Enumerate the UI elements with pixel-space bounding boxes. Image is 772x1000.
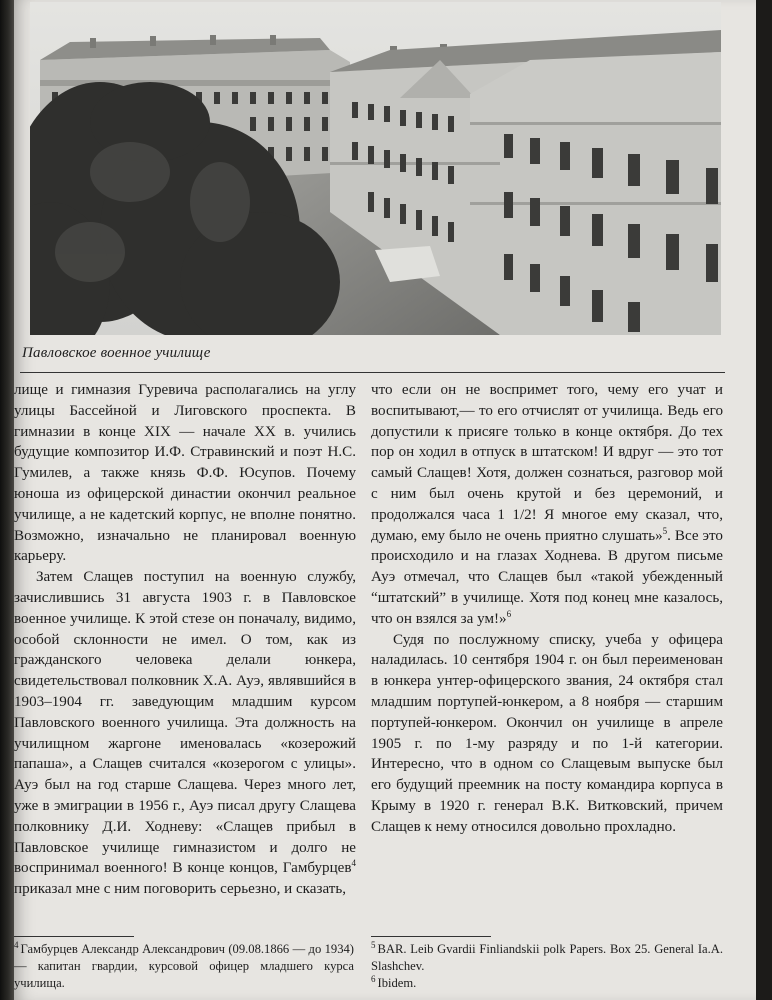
book-spine-edge [0,0,14,1000]
footnote-text: BAR. Leib Gvardii Finliandskii polk Papers. Box 25. General Ia.A. Slashchev. [371,942,723,973]
footnote-ref[interactable]: 4 [351,858,356,869]
footnote [371,975,723,992]
paragraph-text: что если он не воспримет того, чему его учат и воспитывают,— то его отчислят от училища. Ведь его допустили к присяге только в конце октября. До тех пор он ходил в отпуск в штатском! И вдруг — это тот самый Слащев! Хотя, должен сознаться, разговор мой с ним был очень крутой и без церемоний, и продолжался часа 1 1/2! Я многое ему сказал, что, думаю, ему было не очень приятно слушать» [371,382,723,544]
footnote [371,941,723,975]
paragraph [14,567,356,900]
book-page [14,0,756,1000]
paragraph-text: лище и гимназия Гуревича располагались на углу улицы Бассейной и Лиговского проспекта. В гимназии в конце XIX — начале XX в. учились будущие композитор И.Ф. Стравинский и поэт Н.С. Гумилев, а также князь Ф.Ф. Юсупов. Почему юноша из офицерской династии окончил реальное училище, а не кадетский корпус, не вполне понятно. Возможно, изначально не планировал военную карьеру. [14,382,356,565]
footnote-rule [14,936,134,937]
footnote-text: Ibidem. [377,976,417,990]
paragraph-text-tail: приказал мне с ним поговорить серьезно, и сказать, [14,881,347,898]
paragraph-text: Затем Слащев поступил на военную службу, зачислившись 31 августа 1903 г. в Павловское военное училище. К этой стезе он поначалу, видимо, особой склонности не имел. О том, как из гражданского человека делали юнкера, свидетельствовал полковник Х.А. Ауэ, являвшийся в 1903–1904 гг. заведующим младшим курсом Павловского военного училища. Эта должность на училищном жаргоне именовалась «козерожий папаша», а Слащев считался «козерогом с улицы». Ауэ был на год старше Слащева. Через много лет, уже в эмиграции в 1956 г., Ауэ писал другу Слащева полковнику Д.И. Ходневу: «Слащев прибыл в Павловское училище гимназистом и долго не воспринимал военного! В конце концов, Гамбурцев [14,569,356,877]
footnotes-left [14,941,354,992]
footnotes-right [371,941,723,992]
footnote-number: 5 [371,939,376,950]
footnote [14,941,354,992]
caption-rule [20,372,725,373]
photo-caption: Павловское военное училище [22,345,211,361]
footnote-number: 6 [371,973,376,984]
paragraph [14,380,356,567]
footnote-number: 4 [14,939,19,950]
school-building-photo [30,2,721,335]
right-column [371,380,723,838]
paragraph [371,380,723,630]
photo-illustration [30,2,721,335]
footnote-rule [371,936,491,937]
paragraph [371,630,723,838]
footnote-ref[interactable]: 5 [662,525,668,536]
paragraph-text: Судя по послужному списку, учеба у офицера наладилась. 10 сентября 1904 г. он был переименован в юнкера унтер-офицерского звания, 24 октября стал младшим портупей-юнкером, а 8 ноября — старшим портупей-юнкером. Окончил он училище в апреле 1905 г. по 1-му разряду и по 1-й категории. Интересно, что в одном со Слащевым выпуске был его будущий преемник на посту командира корпуса в Крыму в 1920 г. генерал В.К. Витковский, причем Слащев к нему относился довольно прохладно. [371,631,723,835]
footnote-text: Гамбурцев Александр Александрович (09.08.1866 — до 1934) — капитан гвардии, курсовой офицер младшего курса училища. [14,942,354,990]
left-column [14,380,356,900]
footnote-ref[interactable]: 6 [506,608,512,619]
paragraph-text-tail: . Все это происходило и на глазах Ходнева. В другом письме Ауэ отмечал, что Слащев был «такой убежденный “штатский” в училище. Хотя под конец мне казалось, что он взялся за ум!» [371,527,723,627]
